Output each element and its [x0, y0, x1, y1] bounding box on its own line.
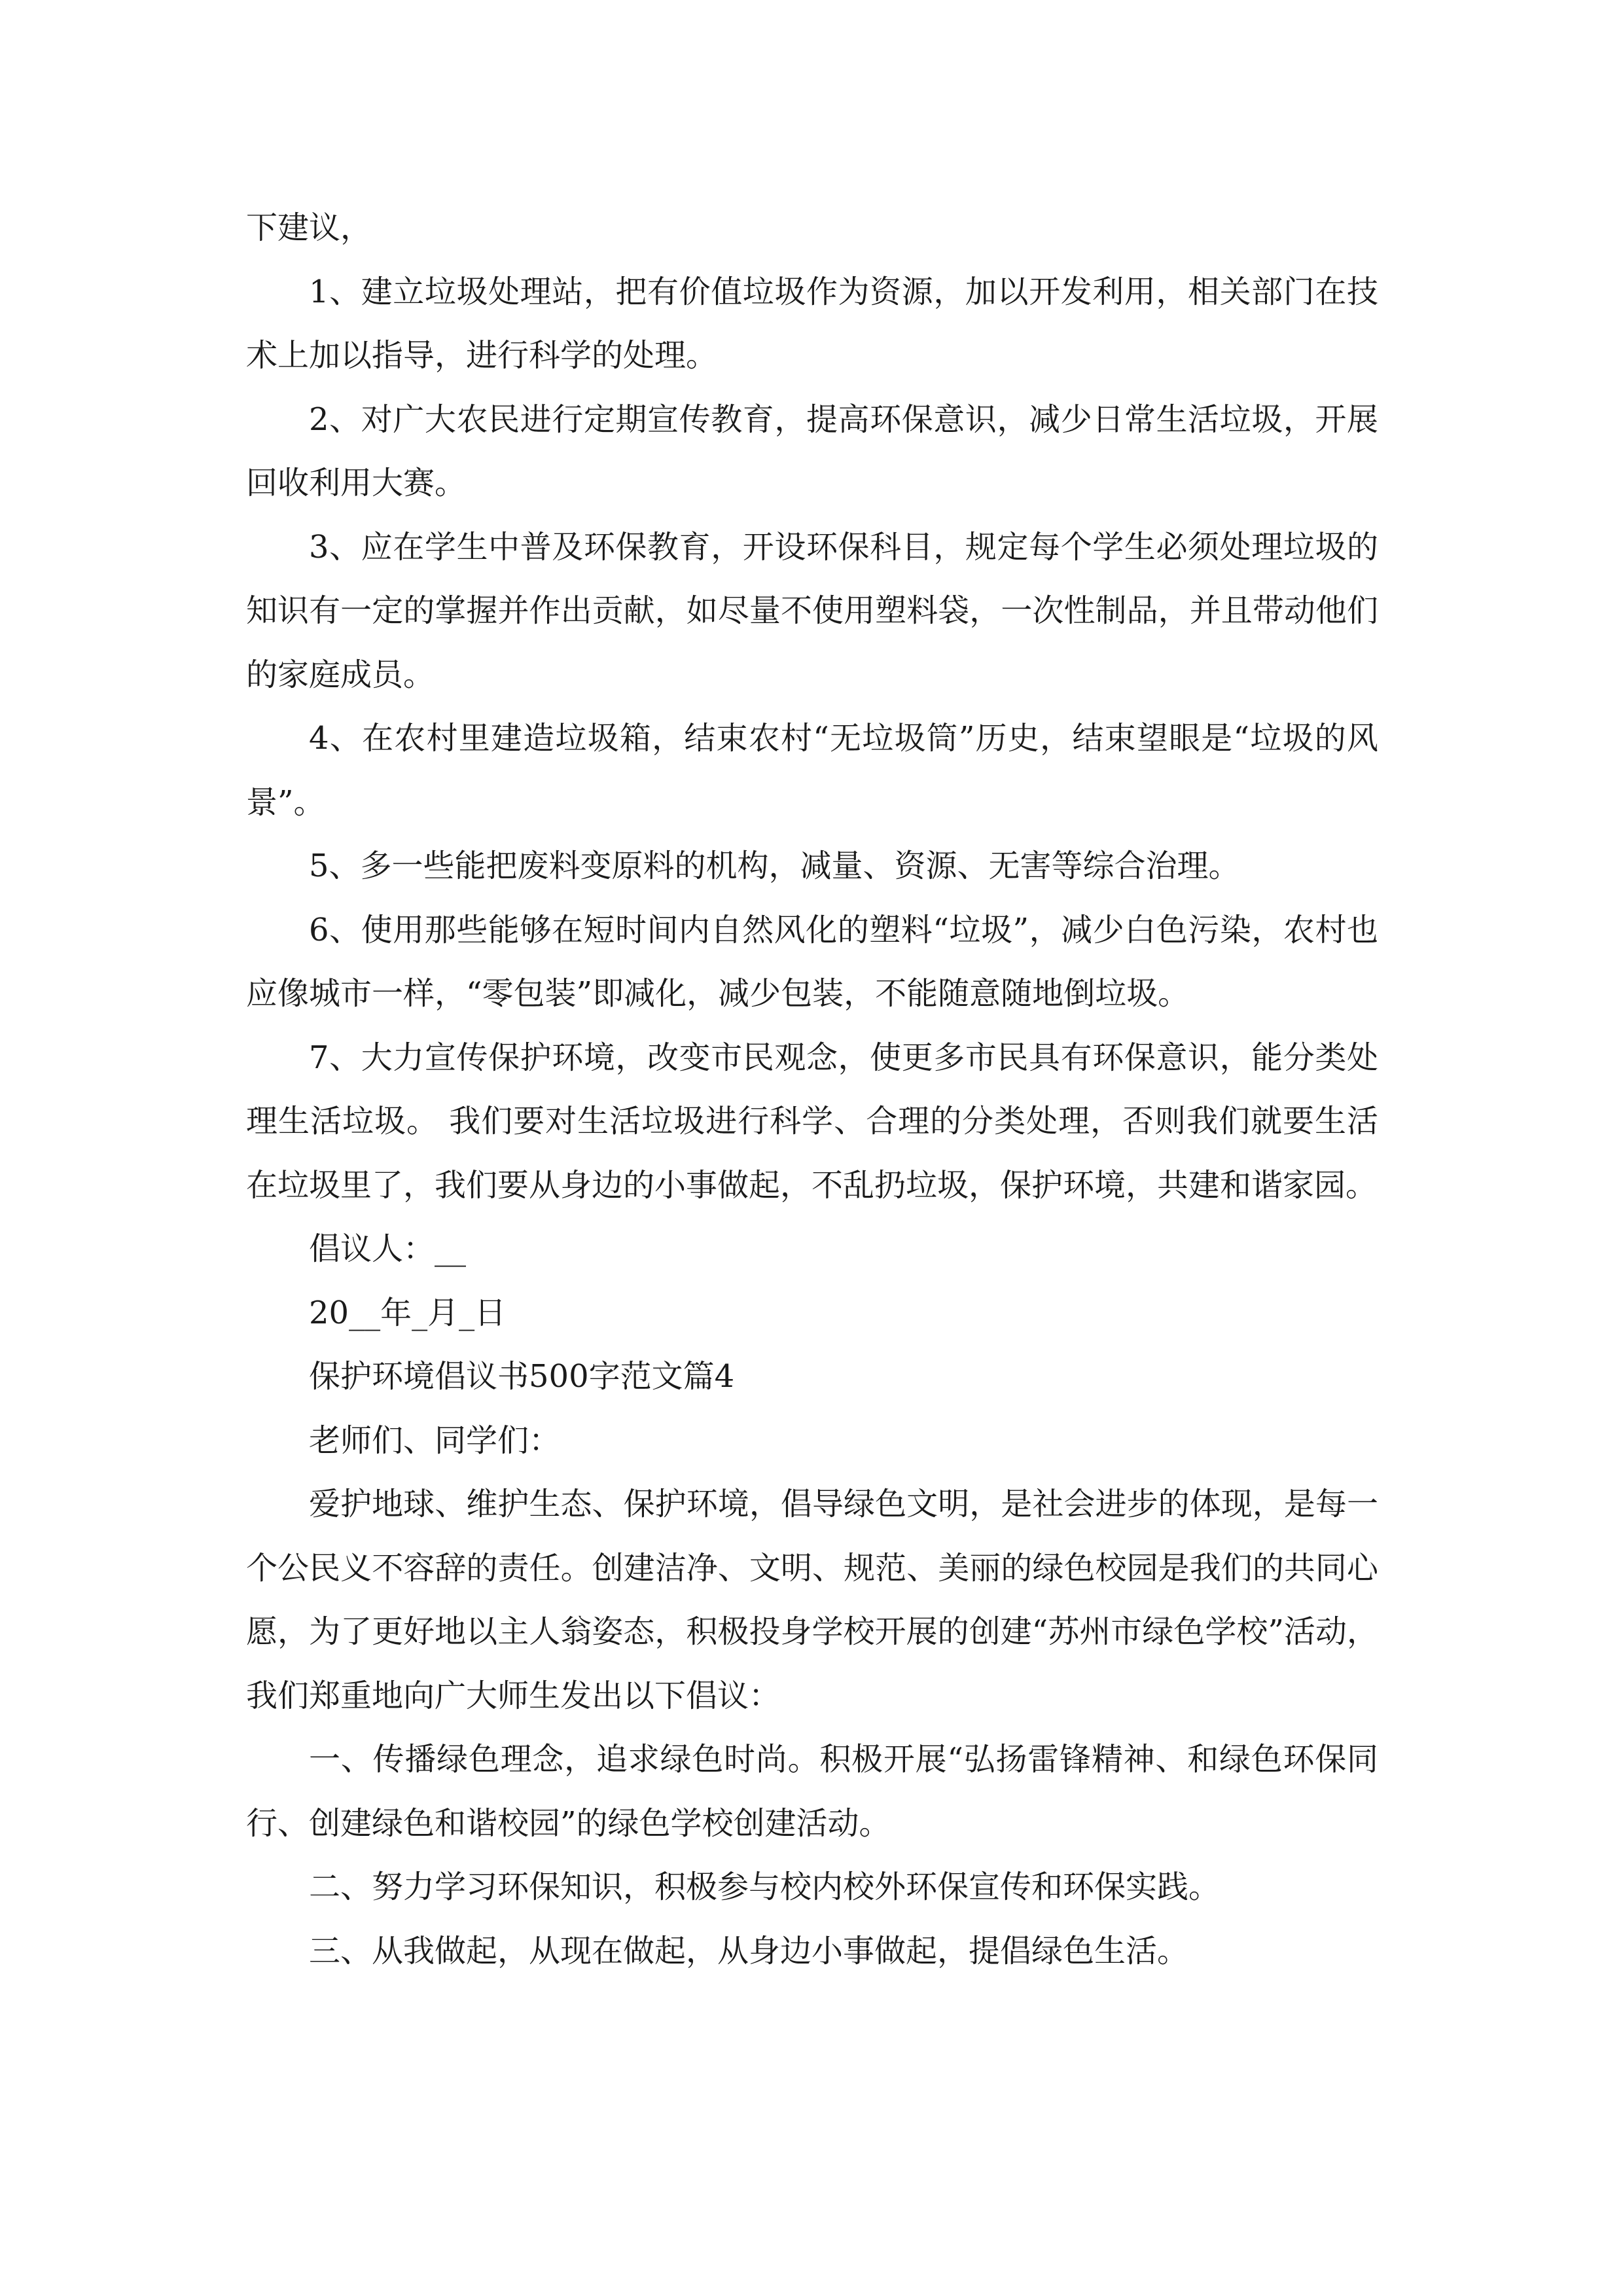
paragraph-item-5: 5、多一些能把废料变原料的机构，减量、资源、无害等综合治理。 [309, 848, 1240, 884]
paragraph-suggestion-intro: 下建议， [246, 209, 372, 246]
paragraph-proposal-3: 三、从我做起，从现在做起，从身边小事做起，提倡绿色生活。 [309, 1932, 1189, 1969]
date-line: 20__年_月_日 [309, 1294, 507, 1331]
paragraph-item-2: 2、对广大农民进行定期宣传教育，提高环保意识，减少日常生活垃圾，开展回收利用大赛。 [246, 401, 1378, 501]
salutation: 老师们、同学们： [309, 1422, 561, 1459]
paragraph-item-1: 1、建立垃圾处理站，把有价值垃圾作为资源，加以开发利用，相关部门在技术上加以指导，进行科学的处理。 [246, 273, 1378, 374]
paragraph-proposal-1: 一、传播绿色理念，追求绿色时尚。积极开展“弘扬雷锋精神、和绿色环保同行、创建绿色和谐校园”的绿色学校创建活动。 [246, 1741, 1378, 1842]
paragraph-item-7: 7、大力宣传保护环境，改变市民观念，使更多市民具有环保意识，能分类处理生活垃圾。 我们要对生活垃圾进行科学、合理的分类处理，否则我们就要生活在垃圾里了，我们要从身边的小事做起，不乱扔垃圾，保护环境，共建和谐家园。 [246, 1039, 1378, 1204]
paragraph-intro-body: 爱护地球、维护生态、保护环境，倡导绿色文明，是社会进步的体现，是每一个公民义不容辞的责任。创建洁净、文明、规范、美丽的绿色校园是我们的共同心愿，为了更好地以主人翁姿态，积极投身学校开展的创建“苏州市绿色学校”活动，我们郑重地向广大师生发出以下倡议： [246, 1486, 1378, 1714]
paragraph-proposal-2: 二、努力学习环保知识，积极参与校内校外环保宣传和环保实践。 [309, 1869, 1221, 1905]
paragraph-item-6: 6、使用那些能够在短时间内自然风化的塑料“垃圾”，减少白色污染，农村也应像城市一样，“零包装”即减化，减少包装，不能随意随地倒垃圾。 [246, 911, 1378, 1012]
section-title: 保护环境倡议书500字范文篇4 [309, 1358, 735, 1395]
paragraph-item-3: 3、应在学生中普及环保教育，开设环保科目，规定每个学生必须处理垃圾的知识有一定的掌握并作出贡献，如尽量不使用塑料袋，一次性制品，并且带动他们的家庭成员。 [246, 528, 1378, 693]
paragraph-item-4: 4、在农村里建造垃圾箱，结束农村“无垃圾筒”历史，结束望眼是“垃圾的风景”。 [246, 720, 1378, 821]
document-page [246, 196, 1378, 1983]
signature-line: 倡议人：__ [309, 1230, 467, 1267]
